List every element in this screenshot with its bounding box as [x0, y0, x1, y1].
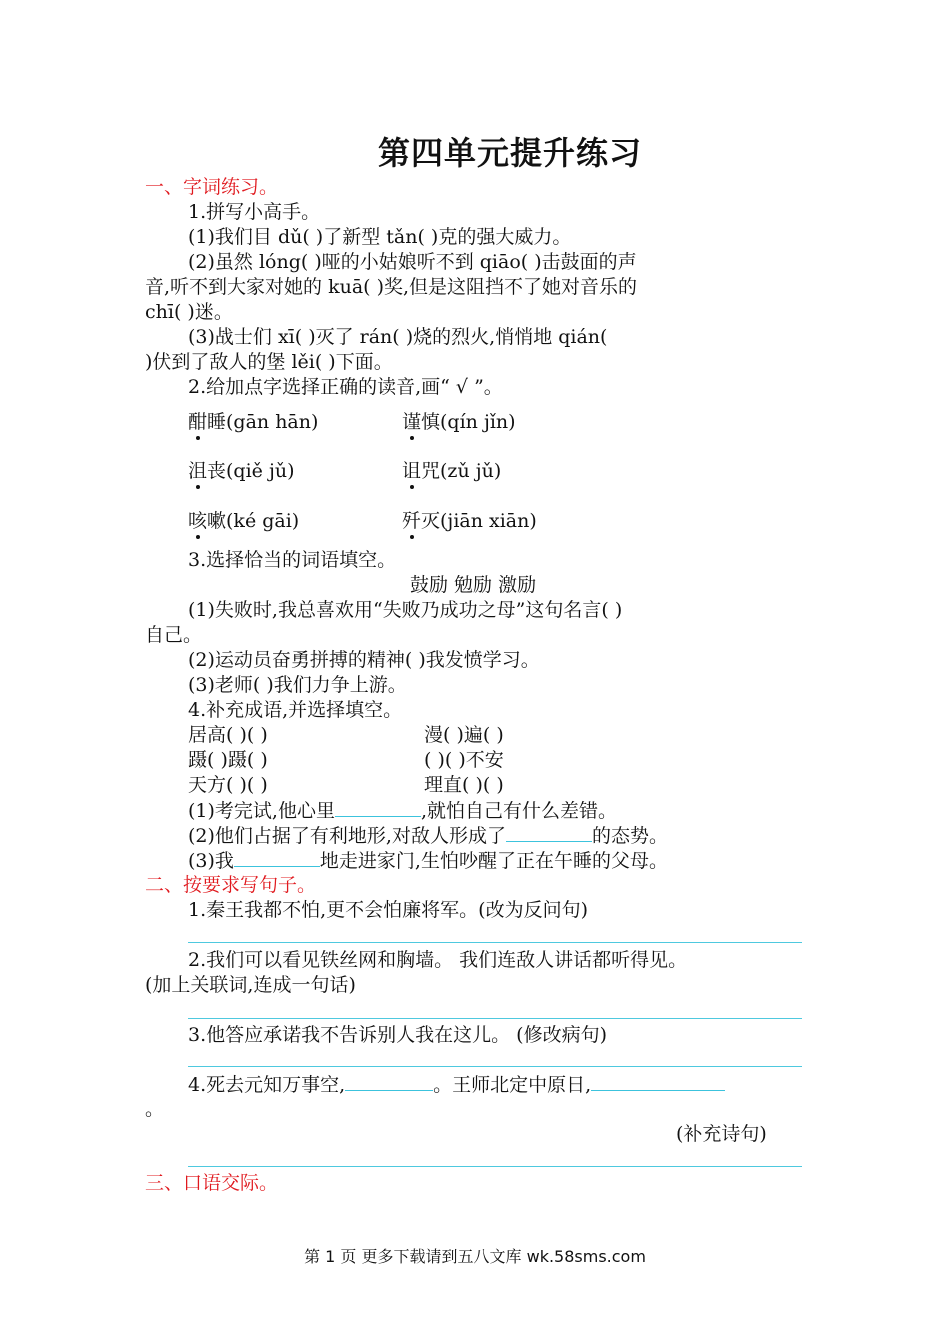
- q1-heading: 1.拼写小高手。: [188, 201, 321, 223]
- section-heading-3: 三、口语交际。: [145, 1172, 279, 1194]
- pinyin-item: 沮丧(qiě jǔ): [188, 460, 295, 482]
- p2-sentence-4: 4.死去元知万事空, 。王师北定中原日,: [188, 1072, 725, 1098]
- pinyin-item: 谨慎(qín jǐn): [402, 411, 516, 433]
- q1-line-1: (1)我们目 dǔ( )了新型 tǎn( )克的强大威力。: [188, 226, 572, 248]
- answer-blank[interactable]: [234, 848, 320, 867]
- answer-blank[interactable]: [506, 823, 592, 842]
- pinyin-item: 咳嗽(ké gāi): [188, 510, 300, 532]
- idiom-item: 理直( )( ): [424, 774, 504, 796]
- p2-sentence-2-instruction: (加上关联词,连成一句话): [145, 974, 356, 996]
- answer-blank[interactable]: [335, 798, 421, 817]
- idiom-item: 天方( )( ): [188, 774, 268, 796]
- idiom-item: 漫( )遍( ): [424, 724, 504, 746]
- q3-word-bank: 鼓励 勉励 激励: [410, 574, 537, 596]
- q1-line-3: 音,听不到大家对她的 kuā( )奖,但是这阻挡不了她对音乐的: [145, 276, 638, 298]
- idiom-item: 居高( )( ): [188, 724, 268, 746]
- q4-fill-1: (1)考完试,他心里 ,就怕自己有什么差错。: [188, 800, 618, 822]
- p2-sentence-4-instruction: (补充诗句): [676, 1123, 767, 1145]
- answer-line[interactable]: [188, 942, 802, 943]
- page-footer: 第 1 页 更多下载请到五八文库 wk.58sms.com: [304, 1247, 646, 1266]
- q3-line-1: (1)失败时,我总喜欢用“失败乃成功之母”这句名言( ): [188, 599, 623, 621]
- page-title: 第四单元提升练习: [377, 134, 642, 172]
- answer-line[interactable]: [188, 1018, 802, 1019]
- pinyin-item: 酣睡(gān hān): [188, 411, 319, 433]
- answer-line[interactable]: [188, 1166, 802, 1167]
- q3-heading: 3.选择恰当的词语填空。: [188, 549, 397, 571]
- answer-line[interactable]: [188, 1066, 802, 1067]
- q4-fill-3: (3)我 地走进家门,生怕吵醒了正在午睡的父母。: [188, 850, 668, 872]
- idiom-item: ( )( )不安: [424, 749, 504, 771]
- idiom-item: 蹑( )蹑( ): [188, 749, 268, 771]
- pinyin-item: 歼灭(jiān xiān): [402, 510, 537, 532]
- q4-heading: 4.补充成语,并选择填空。: [188, 699, 403, 721]
- q1-line-6: )伏到了敌人的堡 lěi( )下面。: [145, 351, 393, 373]
- q3-line-3: (2)运动员奋勇拼搏的精神( )我发愤学习。: [188, 649, 540, 671]
- q2-heading: 2.给加点字选择正确的读音,画“ √ ”。: [188, 376, 503, 398]
- section-heading-2: 二、按要求写句子。: [145, 874, 317, 896]
- q3-line-2: 自己。: [145, 624, 203, 646]
- p2-sentence-3: 3.他答应承诺我不告诉别人我在这儿。 (修改病句): [188, 1024, 607, 1046]
- q1-line-5: (3)战士们 xī( )灭了 rán( )烧的烈火,悄悄地 qián(: [188, 326, 608, 348]
- p2-sentence-1: 1.秦王我都不怕,更不会怕廉将军。(改为反问句): [188, 899, 588, 921]
- p2-sentence-4-end: 。: [145, 1098, 165, 1120]
- q4-fill-2: (2)他们占据了有利地形,对敌人形成了 的态势。: [188, 825, 668, 847]
- section-heading-1: 一、字词练习。: [145, 176, 279, 198]
- answer-blank[interactable]: [591, 1072, 725, 1091]
- q3-line-4: (3)老师( )我们力争上游。: [188, 674, 407, 696]
- q1-line-4: chī( )迷。: [145, 301, 233, 323]
- q1-line-2: (2)虽然 lóng( )哑的小姑娘听不到 qiāo( )击鼓面的声: [188, 251, 637, 273]
- pinyin-item: 诅咒(zǔ jǔ): [402, 460, 502, 482]
- answer-blank[interactable]: [345, 1072, 433, 1091]
- p2-sentence-2: 2.我们可以看见铁丝网和胸墙。 我们连敌人讲话都听得见。: [188, 949, 688, 971]
